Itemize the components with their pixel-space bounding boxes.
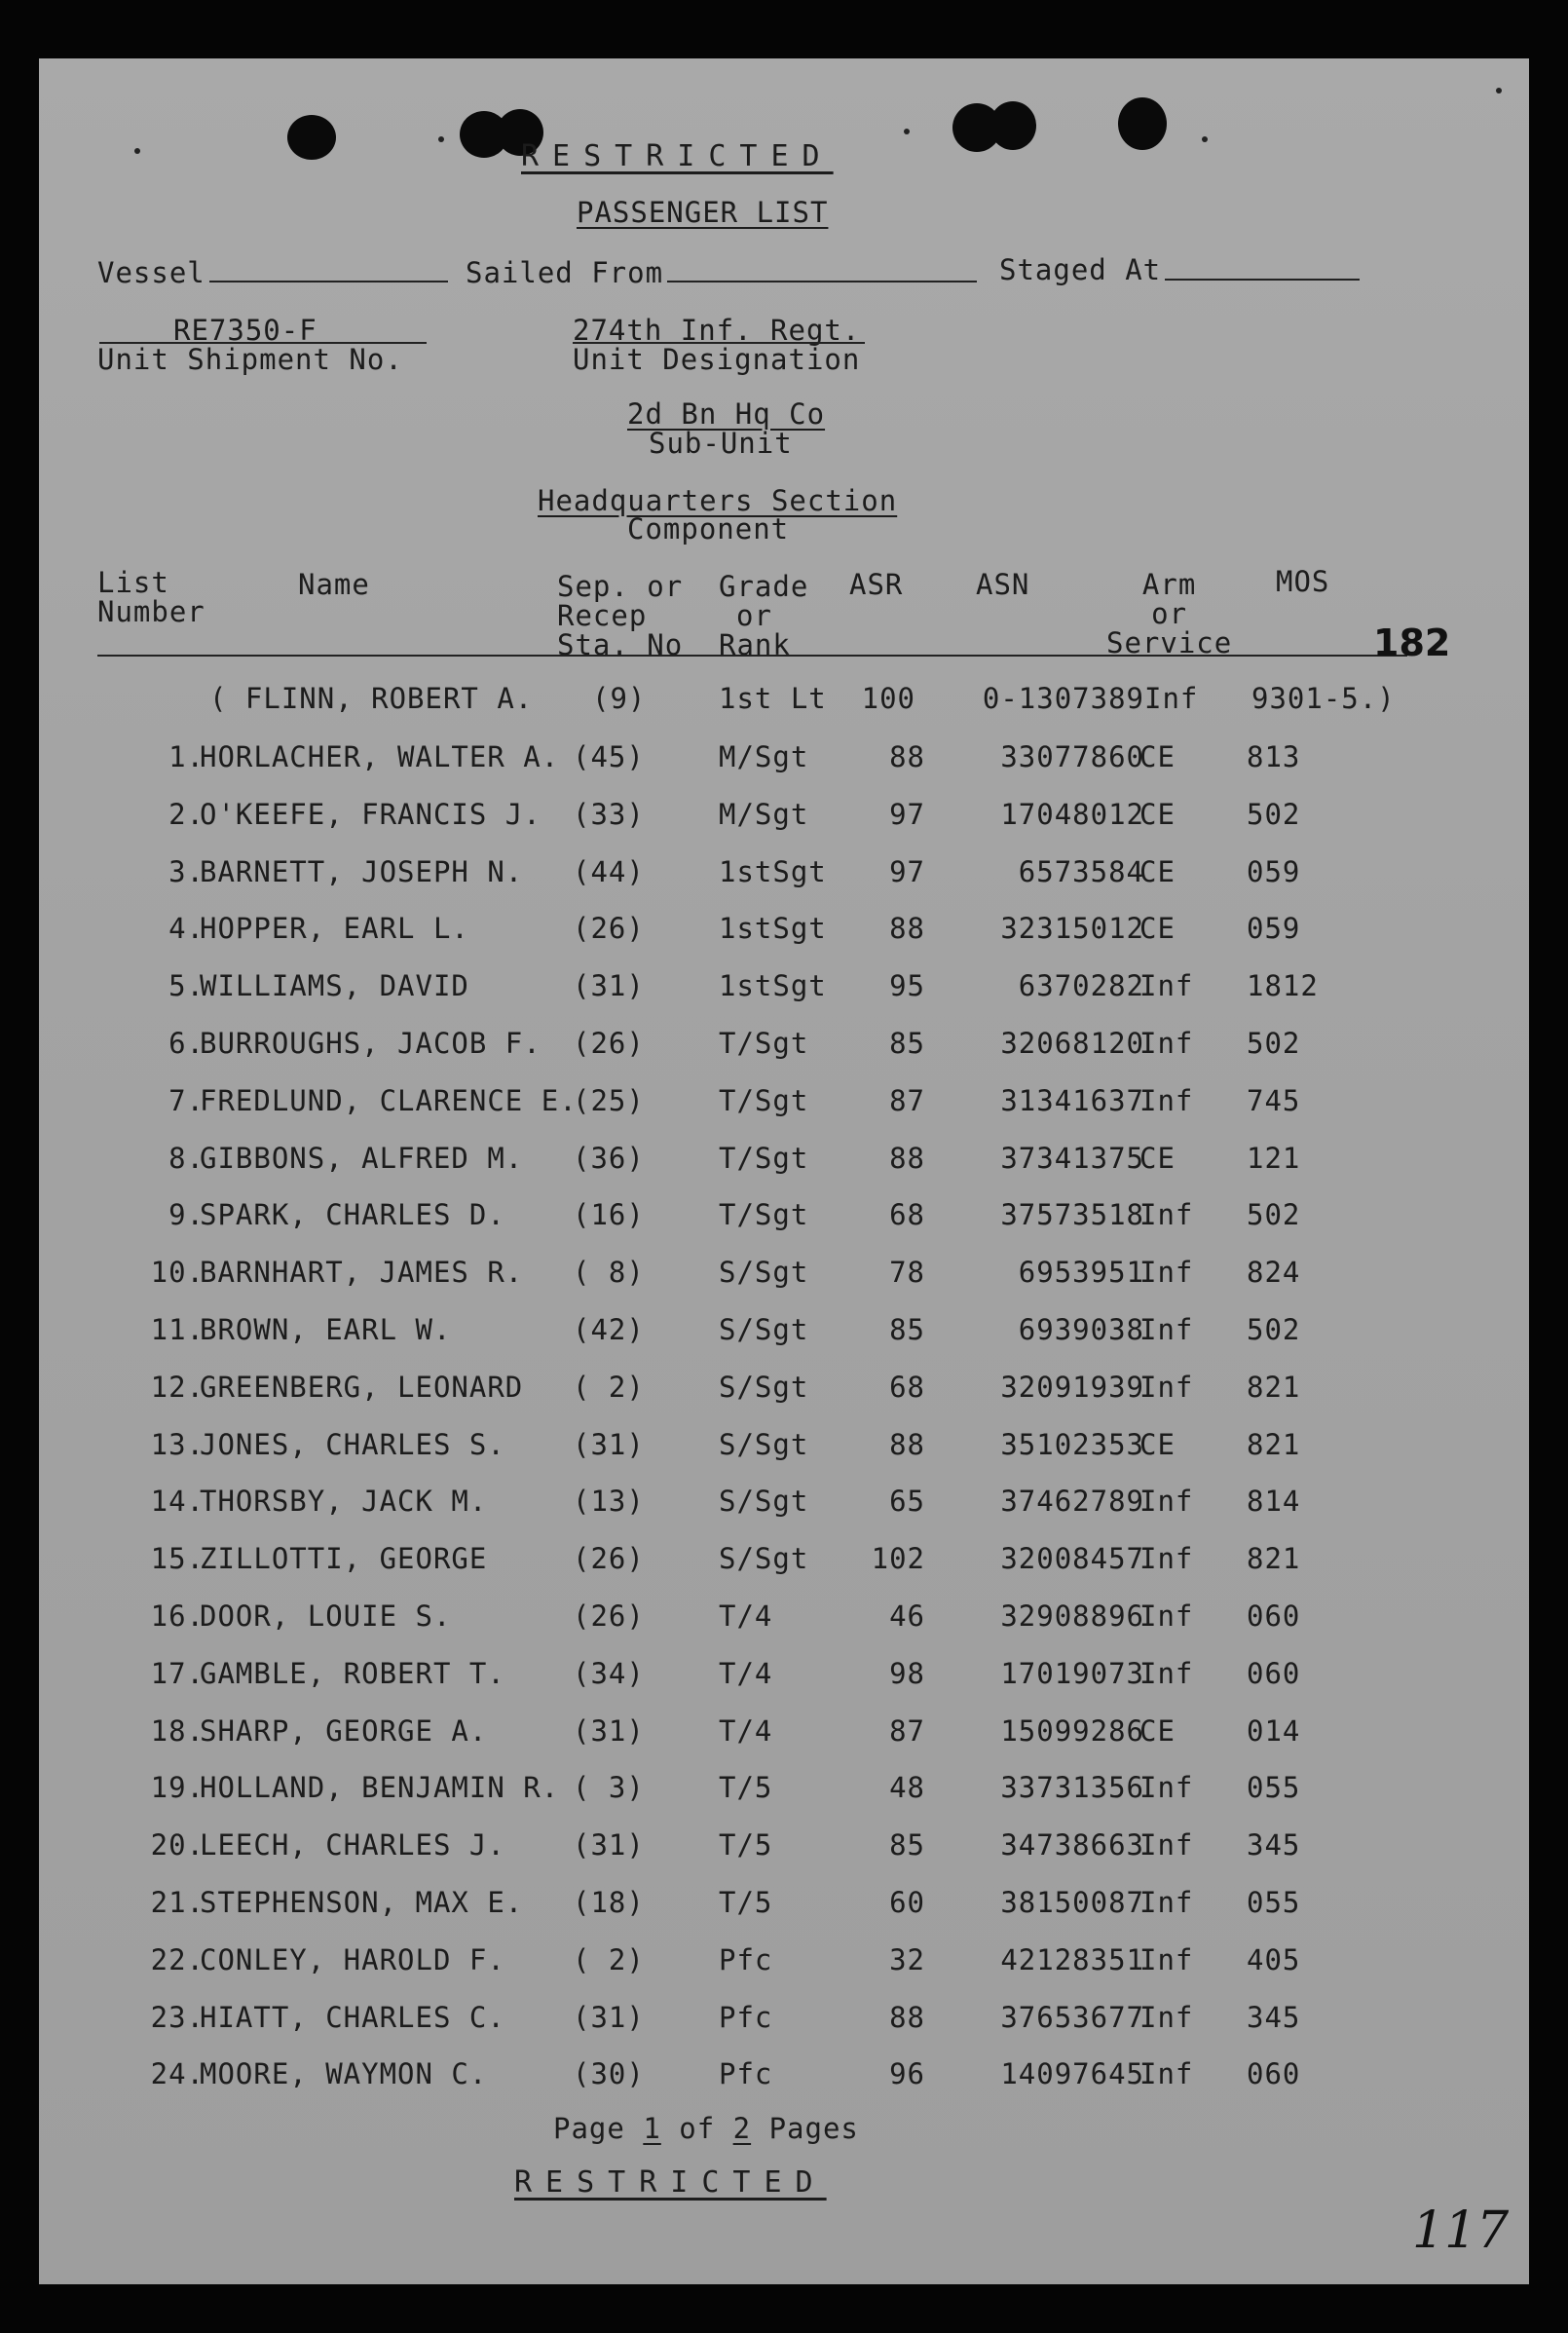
row-number: 23.: [150, 2001, 205, 2034]
row-number: 5.: [168, 969, 205, 1002]
row-asn: 37462789: [1000, 1485, 1144, 1518]
unit-shipment-label: Unit Shipment No.: [97, 343, 403, 376]
row-name: THORSBY, JACK M.: [200, 1485, 488, 1518]
row-asr: 87: [889, 1714, 925, 1748]
row-station: ( 3): [573, 1771, 645, 1804]
mark-dot: [438, 136, 444, 142]
row-grade: 1stSgt: [719, 855, 827, 888]
row-asr: 85: [889, 1027, 925, 1060]
row-mos: 502: [1247, 798, 1301, 831]
row-asn: 15099286: [1000, 1714, 1144, 1748]
row-station: (18): [573, 1886, 645, 1919]
row-number: 13.: [150, 1428, 205, 1461]
row-name: MOORE, WAYMON C.: [200, 2057, 488, 2090]
table-row: [39, 1198, 1529, 1237]
row-name: FREDLUND, CLARENCE E.: [200, 1084, 578, 1117]
table-row: [39, 1084, 1529, 1123]
sailed-from-label: Sailed From: [466, 256, 664, 289]
row-arm: Inf: [1139, 1886, 1194, 1919]
row-grade: S/Sgt: [719, 1485, 809, 1518]
row-asn: 32068120: [1000, 1027, 1144, 1060]
row-number: 17.: [150, 1657, 205, 1690]
row-number: 24.: [150, 2057, 205, 2090]
col-grade-line3: Rank: [719, 628, 791, 661]
row-asn: 17048012: [1000, 798, 1144, 831]
col-grade-line2: or: [736, 599, 772, 632]
row-arm: Inf: [1139, 2057, 1194, 2090]
row-grade: 1stSgt: [719, 912, 827, 945]
row-station: (31): [573, 2001, 645, 2034]
col-list-number-line1: List: [97, 566, 169, 599]
row-asr: 88: [889, 1142, 925, 1175]
table-row: [39, 740, 1529, 779]
component-label: Component: [627, 512, 790, 546]
punch-hole: [287, 115, 336, 160]
row-asn: 32908896: [1000, 1599, 1144, 1633]
col-asn: ASN: [976, 568, 1030, 601]
row-number: 15.: [150, 1542, 205, 1575]
col-station-line3: Sta. No: [557, 628, 684, 661]
row-asr: 65: [889, 1485, 925, 1518]
header-rule: [97, 655, 1407, 657]
row-grade: S/Sgt: [719, 1371, 809, 1404]
row-grade: T/4: [719, 1599, 773, 1633]
row-number: 12.: [150, 1371, 205, 1404]
row-grade: T/4: [719, 1657, 773, 1690]
row-number: 8.: [168, 1142, 205, 1175]
row-arm: CE: [1139, 855, 1176, 888]
row-mos: 405: [1247, 1943, 1301, 1976]
row-name: DOOR, LOUIE S.: [200, 1599, 452, 1633]
row-station: (31): [573, 1428, 645, 1461]
col-station: [557, 572, 683, 659]
row-asr: 95: [889, 969, 925, 1002]
row-mos: 502: [1247, 1027, 1301, 1060]
row-arm: CE: [1139, 798, 1176, 831]
row-arm: Inf: [1139, 1599, 1194, 1633]
mark-dot: [134, 148, 140, 154]
staged-at-label: Staged At: [999, 253, 1162, 286]
row-station: (31): [573, 1714, 645, 1748]
mark-dot: [1202, 136, 1208, 142]
page-count: [553, 2112, 859, 2145]
row-mos: 814: [1247, 1485, 1301, 1518]
row-station: (36): [573, 1142, 645, 1175]
table-row: [39, 2001, 1529, 2040]
row-mos: 1812: [1247, 969, 1319, 1002]
row-number: 10.: [150, 1256, 205, 1289]
row-asr: 88: [889, 1428, 925, 1461]
row-asr: 85: [889, 1313, 925, 1346]
row-grade: T/5: [719, 1828, 773, 1862]
row-asr: 88: [889, 912, 925, 945]
col-list-number: [97, 568, 205, 626]
table-row: [39, 1485, 1529, 1524]
table-row: [39, 798, 1529, 837]
table-row: [39, 1657, 1529, 1696]
row-number: 2.: [168, 798, 205, 831]
row-asr: 78: [889, 1256, 925, 1289]
row-arm: CE: [1139, 1428, 1176, 1461]
row-arm: Inf: [1139, 1084, 1194, 1117]
row-mos: 821: [1247, 1371, 1301, 1404]
row-asn: 38150087: [1000, 1886, 1144, 1919]
row-station: (13): [573, 1485, 645, 1518]
row-number: 9.: [168, 1198, 205, 1231]
row-arm: Inf: [1139, 1828, 1194, 1862]
row-asr: 88: [889, 2001, 925, 2034]
page-total: 2: [732, 2112, 752, 2145]
row-station: (30): [573, 2057, 645, 2090]
row-asr: 48: [889, 1771, 925, 1804]
table-row: [39, 1313, 1529, 1352]
sub-unit-label: Sub-Unit: [649, 427, 793, 460]
row-mos: 060: [1247, 2057, 1301, 2090]
row-name: CONLEY, HAROLD F.: [200, 1943, 505, 1976]
row-number: 6.: [168, 1027, 205, 1060]
row-arm: Inf: [1139, 1371, 1194, 1404]
row-station: (45): [573, 740, 645, 773]
table-row: [39, 1542, 1529, 1581]
row-mos: 059: [1247, 912, 1301, 945]
row-station: (26): [573, 1542, 645, 1575]
row-mos: 345: [1247, 1828, 1301, 1862]
mark-dot: [1496, 88, 1502, 94]
row-station: (44): [573, 855, 645, 888]
col-arm-line1: Arm: [1141, 568, 1197, 601]
row-arm: Inf: [1139, 1657, 1194, 1690]
row-mos: 060: [1247, 1657, 1301, 1690]
table-row: [39, 855, 1529, 894]
row-asn: 6953951: [1018, 1256, 1144, 1289]
table-row: [39, 1428, 1529, 1467]
officer-asn: 0-1307389: [982, 682, 1144, 715]
row-grade: S/Sgt: [719, 1313, 809, 1346]
punch-hole: [989, 101, 1036, 150]
row-asn: 42128351: [1000, 1943, 1144, 1976]
row-asr: 68: [889, 1371, 925, 1404]
staged-at-field: [1165, 279, 1360, 281]
row-number: 1.: [168, 740, 205, 773]
row-station: (26): [573, 912, 645, 945]
row-grade: T/Sgt: [719, 1198, 809, 1231]
row-number: 18.: [150, 1714, 205, 1748]
row-name: GREENBERG, LEONARD: [200, 1371, 524, 1404]
row-arm: CE: [1139, 740, 1176, 773]
row-number: 22.: [150, 1943, 205, 1976]
row-asr: 102: [871, 1542, 925, 1575]
row-grade: T/Sgt: [719, 1027, 809, 1060]
row-name: SHARP, GEORGE A.: [200, 1714, 488, 1748]
col-name: Name: [298, 568, 370, 601]
row-grade: T/5: [719, 1771, 773, 1804]
officer-station: (9): [592, 682, 647, 715]
row-mos: 821: [1247, 1542, 1301, 1575]
component-value: Headquarters Section: [538, 484, 898, 517]
row-grade: S/Sgt: [719, 1428, 809, 1461]
row-grade: S/Sgt: [719, 1256, 809, 1289]
table-row: [39, 1142, 1529, 1181]
row-asr: 87: [889, 1084, 925, 1117]
row-number: 7.: [168, 1084, 205, 1117]
officer-name: ( FLINN, ROBERT A.: [209, 682, 534, 715]
row-name: STEPHENSON, MAX E.: [200, 1886, 524, 1919]
row-asn: 33731356: [1000, 1771, 1144, 1804]
row-station: ( 2): [573, 1943, 645, 1976]
mark-dot: [904, 129, 910, 134]
officer-asr: 100: [861, 682, 915, 715]
row-mos: 821: [1247, 1428, 1301, 1461]
col-arm-line2: or: [1151, 597, 1188, 630]
col-arm: [1106, 570, 1232, 658]
row-station: (34): [573, 1657, 645, 1690]
col-grade: [719, 572, 808, 659]
row-asr: 68: [889, 1198, 925, 1231]
col-station-line2: Recep: [557, 599, 648, 632]
row-station: (26): [573, 1599, 645, 1633]
table-row-officer: [39, 682, 1529, 721]
row-mos: 014: [1247, 1714, 1301, 1748]
row-asr: 60: [889, 1886, 925, 1919]
table-row: [39, 1027, 1529, 1066]
row-mos: 824: [1247, 1256, 1301, 1289]
row-name: BARNHART, JAMES R.: [200, 1256, 524, 1289]
row-station: (26): [573, 1027, 645, 1060]
row-asr: 97: [889, 798, 925, 831]
table-row: [39, 1714, 1529, 1753]
table-row: [39, 969, 1529, 1008]
row-arm: CE: [1139, 1142, 1176, 1175]
table-row: [39, 912, 1529, 951]
row-mos: 745: [1247, 1084, 1301, 1117]
row-grade: 1stSgt: [719, 969, 827, 1002]
unit-designation-value: 274th Inf. Regt.: [573, 314, 861, 347]
row-grade: T/Sgt: [719, 1142, 809, 1175]
row-asn: 14097645: [1000, 2057, 1144, 2090]
row-grade: Pfc: [719, 2001, 773, 2034]
row-asn: 33077860: [1000, 740, 1144, 773]
row-number: 19.: [150, 1771, 205, 1804]
row-mos: 502: [1247, 1198, 1301, 1231]
row-mos: 121: [1247, 1142, 1301, 1175]
row-asr: 85: [889, 1828, 925, 1862]
row-name: SPARK, CHARLES D.: [200, 1198, 505, 1231]
pages-word: Pages: [768, 2112, 859, 2145]
row-asn: 32008457: [1000, 1542, 1144, 1575]
row-asr: 96: [889, 2057, 925, 2090]
row-station: ( 8): [573, 1256, 645, 1289]
row-grade: S/Sgt: [719, 1542, 809, 1575]
row-asn: 32091939: [1000, 1371, 1144, 1404]
row-station: (42): [573, 1313, 645, 1346]
row-arm: Inf: [1139, 1198, 1194, 1231]
row-name: BURROUGHS, JACOB F.: [200, 1027, 541, 1060]
row-station: ( 2): [573, 1371, 645, 1404]
col-station-line1: Sep. or: [557, 570, 684, 603]
row-mos: 813: [1247, 740, 1301, 773]
row-number: 3.: [168, 855, 205, 888]
row-name: WILLIAMS, DAVID: [200, 969, 469, 1002]
document-title: PASSENGER LIST: [577, 196, 829, 229]
row-station: (33): [573, 798, 645, 831]
row-grade: T/Sgt: [719, 1084, 809, 1117]
row-name: O'KEEFE, FRANCIS J.: [200, 798, 541, 831]
row-arm: Inf: [1139, 2001, 1194, 2034]
table-row: [39, 2057, 1529, 2096]
document-page: [39, 58, 1529, 2284]
row-number: 21.: [150, 1886, 205, 1919]
row-number: 4.: [168, 912, 205, 945]
row-name: HIATT, CHARLES C.: [200, 2001, 505, 2034]
row-asn: 35102353: [1000, 1428, 1144, 1461]
of-word: of: [679, 2112, 716, 2145]
row-asr: 46: [889, 1599, 925, 1633]
row-name: ZILLOTTI, GEORGE: [200, 1542, 488, 1575]
row-asn: 6370282: [1018, 969, 1144, 1002]
row-station: (31): [573, 969, 645, 1002]
row-name: GAMBLE, ROBERT T.: [200, 1657, 505, 1690]
row-arm: Inf: [1139, 1313, 1194, 1346]
row-station: (31): [573, 1828, 645, 1862]
handwritten-number: 117: [1412, 2201, 1510, 2260]
row-asr: 88: [889, 740, 925, 773]
row-arm: CE: [1139, 1714, 1176, 1748]
row-asr: 98: [889, 1657, 925, 1690]
row-name: GIBBONS, ALFRED M.: [200, 1142, 524, 1175]
row-mos: 055: [1247, 1886, 1301, 1919]
row-arm: Inf: [1139, 969, 1194, 1002]
row-station: (25): [573, 1084, 645, 1117]
row-grade: T/4: [719, 1714, 773, 1748]
row-arm: Inf: [1139, 1256, 1194, 1289]
row-grade: Pfc: [719, 1943, 773, 1976]
page-current: 1: [643, 2112, 661, 2145]
row-asr: 32: [889, 1943, 925, 1976]
row-asn: 32315012: [1000, 912, 1144, 945]
row-name: HOLLAND, BENJAMIN R.: [200, 1771, 560, 1804]
col-arm-line3: Service: [1106, 626, 1233, 659]
table-row: [39, 1771, 1529, 1810]
unit-shipment-value: RE7350-F: [173, 314, 317, 347]
row-asn: 6939038: [1018, 1313, 1144, 1346]
row-grade: M/Sgt: [719, 740, 809, 773]
table-row: [39, 1943, 1529, 1982]
row-asn: 6573584: [1018, 855, 1144, 888]
row-arm: Inf: [1139, 1542, 1194, 1575]
row-number: 20.: [150, 1828, 205, 1862]
sailed-from-field: [667, 281, 977, 282]
row-arm: Inf: [1139, 1943, 1194, 1976]
row-arm: Inf: [1139, 1771, 1194, 1804]
table-row: [39, 1828, 1529, 1867]
punch-hole: [1118, 97, 1167, 150]
row-name: BARNETT, JOSEPH N.: [200, 855, 524, 888]
row-name: LEECH, CHARLES J.: [200, 1828, 505, 1862]
row-number: 14.: [150, 1485, 205, 1518]
restricted-footer: RESTRICTED: [514, 2165, 827, 2200]
unit-designation-label: Unit Designation: [573, 343, 861, 376]
row-asn: 37341375: [1000, 1142, 1144, 1175]
row-asr: 97: [889, 855, 925, 888]
row-mos: 345: [1247, 2001, 1301, 2034]
col-asr: ASR: [849, 568, 904, 601]
restricted-heading: RESTRICTED: [521, 139, 834, 173]
row-number: 11.: [150, 1313, 205, 1346]
col-grade-line1: Grade: [719, 570, 809, 603]
col-mos: MOS: [1276, 565, 1330, 598]
row-arm: Inf: [1139, 1485, 1194, 1518]
sub-unit-value: 2d Bn Hq Co: [627, 397, 826, 431]
page-stamp-number: 182: [1373, 621, 1451, 664]
table-row: [39, 1886, 1529, 1925]
row-mos: 059: [1247, 855, 1301, 888]
table-row: [39, 1256, 1529, 1295]
row-grade: M/Sgt: [719, 798, 809, 831]
row-mos: 055: [1247, 1771, 1301, 1804]
row-station: (16): [573, 1198, 645, 1231]
vessel-field: [209, 281, 448, 282]
row-name: JONES, CHARLES S.: [200, 1428, 505, 1461]
table-row: [39, 1371, 1529, 1410]
row-grade: T/5: [719, 1886, 773, 1919]
row-arm: Inf: [1139, 1027, 1194, 1060]
col-list-number-line2: Number: [97, 595, 205, 628]
row-asn: 37653677: [1000, 2001, 1144, 2034]
row-asn: 34738663: [1000, 1828, 1144, 1862]
officer-grade: 1st Lt: [719, 682, 827, 715]
row-asn: 31341637: [1000, 1084, 1144, 1117]
row-mos: 060: [1247, 1599, 1301, 1633]
row-asn: 17019073: [1000, 1657, 1144, 1690]
vessel-label: Vessel: [97, 256, 205, 289]
row-number: 16.: [150, 1599, 205, 1633]
row-name: HOPPER, EARL L.: [200, 912, 469, 945]
row-name: BROWN, EARL W.: [200, 1313, 452, 1346]
row-grade: Pfc: [719, 2057, 773, 2090]
page-word: Page: [553, 2112, 625, 2145]
row-arm: CE: [1139, 912, 1176, 945]
table-row: [39, 1599, 1529, 1638]
officer-mos: 9301-5.): [1251, 682, 1396, 715]
row-name: HORLACHER, WALTER A.: [200, 740, 560, 773]
row-mos: 502: [1247, 1313, 1301, 1346]
officer-arm: Inf: [1144, 682, 1199, 715]
row-asn: 37573518: [1000, 1198, 1144, 1231]
